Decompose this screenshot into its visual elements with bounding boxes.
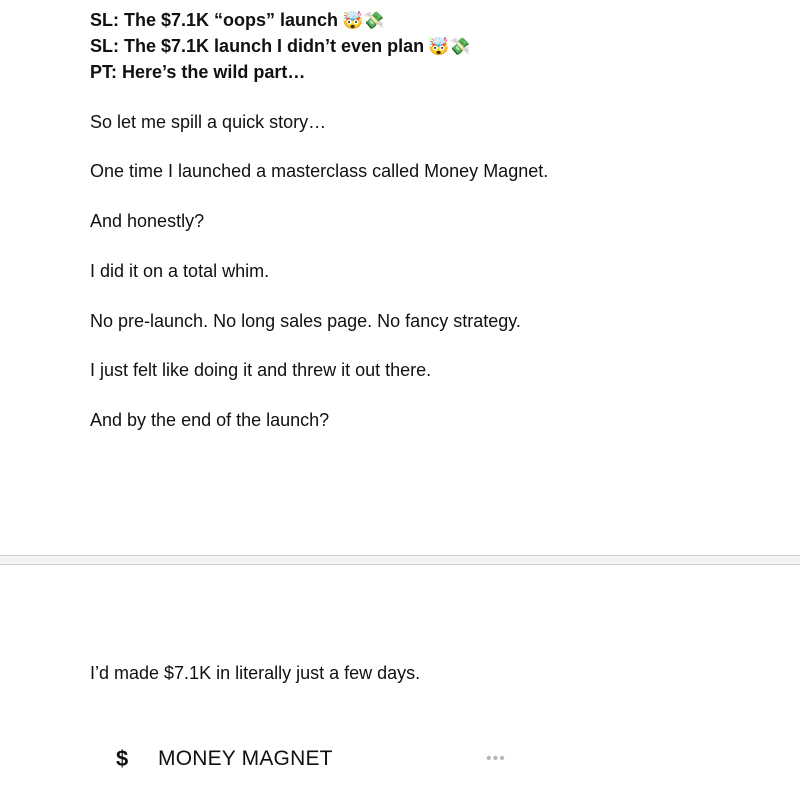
card-title: MONEY MAGNET — [158, 747, 333, 770]
more-options-icon[interactable]: ••• — [486, 750, 506, 767]
subject-line-2-text: The $7.1K launch I didn’t even plan — [124, 36, 425, 56]
paragraph-3: And honestly? — [90, 211, 205, 231]
page-break — [0, 555, 800, 565]
mind-blown-money-emoji: 🤯💸 — [428, 37, 471, 57]
preview-text-prefix: PT: — [90, 62, 117, 82]
subject-line-1-prefix: SL: — [90, 10, 119, 30]
paragraph-4: I did it on a total whim. — [90, 261, 270, 281]
money-magnet-card[interactable] — [100, 742, 530, 776]
paragraph-2: One time I launched a masterclass called Money Magnet. — [90, 161, 549, 181]
subject-line-2-prefix: SL: — [90, 36, 119, 56]
mind-blown-money-emoji: 🤯💸 — [342, 11, 385, 31]
dollar-icon: $ — [116, 746, 129, 771]
paragraph-7: And by the end of the launch? — [90, 410, 330, 430]
preview-text: Here’s the wild part… — [122, 62, 306, 82]
subject-line-2 — [90, 35, 470, 58]
paragraph-8: I’d made $7.1K in literally just a few days. — [90, 663, 421, 683]
paragraph-6: I just felt like doing it and threw it out there. — [90, 360, 432, 380]
subject-line-1-text: The $7.1K “oops” launch — [124, 10, 339, 30]
preview-text-line — [90, 61, 305, 83]
paragraph-1: So let me spill a quick story… — [90, 112, 327, 132]
paragraph-5: No pre-launch. No long sales page. No fancy strategy. — [90, 311, 521, 331]
subject-line-1 — [90, 9, 384, 32]
